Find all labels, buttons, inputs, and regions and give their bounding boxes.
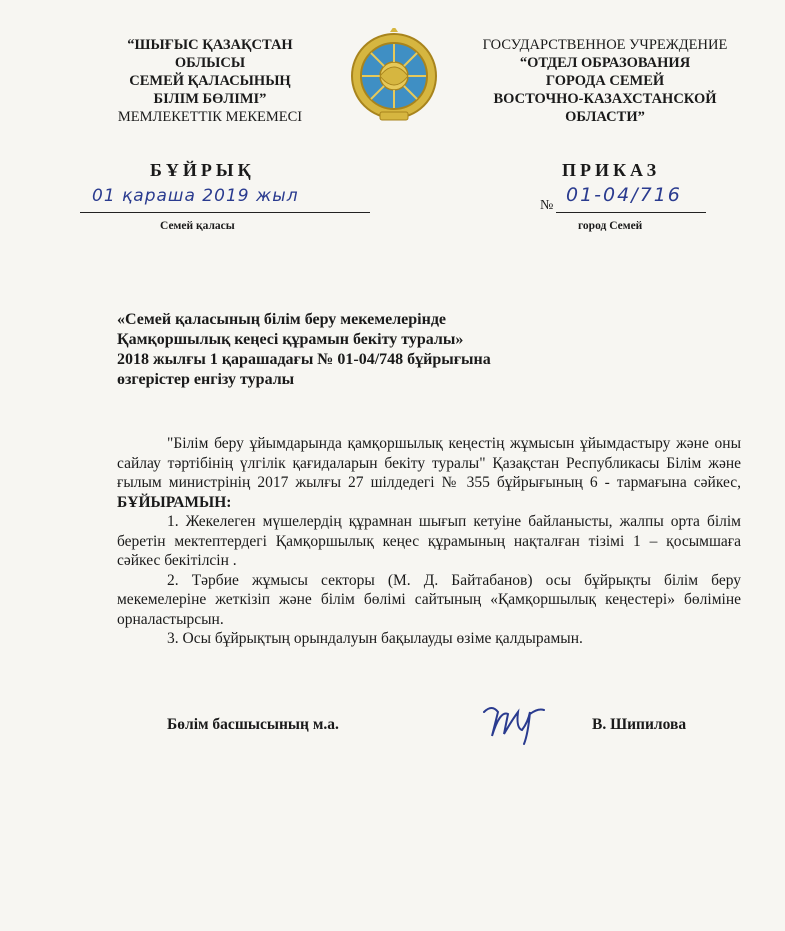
subject-line: «Семей қаласының білім беру мекемелерінде — [117, 311, 447, 328]
handwritten-date: 01 қараша 2019 жыл — [92, 186, 299, 206]
body-item: 3. Осы бұйрықтың орындалуын бақылауды өзіме қалдырамын. — [167, 630, 583, 647]
subject-line: өзгерістер енгізу туралы — [117, 371, 295, 388]
order-body — [117, 434, 741, 649]
order-title-ru: ПРИКАЗ — [562, 160, 661, 180]
signature-name: В. Шипилова — [592, 716, 687, 733]
header-right — [470, 36, 740, 126]
city-kz: Семей қаласы — [160, 220, 235, 232]
kazakhstan-emblem-icon — [350, 28, 438, 124]
handwritten-number: 01-04/716 — [566, 184, 682, 206]
subject-line: Қамқоршылық кеңесі құрамын бекіту туралы» — [117, 331, 464, 348]
order-title-kz: БҰЙРЫҚ — [150, 160, 255, 180]
header-left — [85, 36, 335, 126]
signature-role: Бөлім басшысының м.а. — [167, 716, 339, 733]
header-left-line: МЕМЛЕКЕТТІК МЕКЕМЕСІ — [117, 109, 303, 125]
header-left-line: “ШЫҒЫС ҚАЗАҚСТАН — [127, 37, 293, 53]
intro-text: "Білім беру ұйымдарында қамқоршылық кеңестің жұмысын ұйымдастыру және оны сайлау тәртібінің үлгілік қағидаларын бекіту туралы" Қазақстан Республикасы Білім және ғылым министрінің 2017 жылғы 27 шілдедегі № 355 бұйрығының 6 - тармағына сәйкес, — [117, 435, 741, 491]
header-right-line: ГОСУДАРСТВЕННОЕ УЧРЕЖДЕНИЕ — [482, 37, 728, 53]
header-right-line: “ОТДЕЛ ОБРАЗОВАНИЯ — [519, 55, 691, 71]
subject-line: 2018 жылғы 1 қарашадағы № 01-04/748 бұйрығына — [117, 351, 491, 368]
header-left-line: БІЛІМ БӨЛІМІ” — [153, 91, 267, 107]
body-item: 2. Тәрбие жұмысы секторы (М. Д. Байтабанов) осы бұйрықты білім беру мекемелеріне жеткізіп және білім бөлімі сайтының «Қамқоршылық кеңестері» бөліміне орналастырсын. — [117, 571, 741, 628]
header-left-line: ОБЛЫСЫ — [174, 55, 246, 71]
body-item: 1. Жекелеген мүшелердің құрамнан шығып кетуіне байланысты, жалпы орта білім беретін мектептердегі Қамқоршылық кеңес құрамының нақталған тізімі 1 – қосымшаға сәйкес бекітілсін . — [117, 513, 741, 569]
number-label: № — [540, 198, 554, 213]
body-intro — [117, 434, 741, 512]
handwritten-signature — [478, 700, 548, 746]
header-right-line: ОБЛАСТИ” — [565, 109, 645, 125]
city-ru: город Семей — [578, 220, 643, 232]
header-right-line: ВОСТОЧНО-КАЗАХСТАНСКОЙ — [493, 91, 717, 107]
header-right-line: ГОРОДА СЕМЕЙ — [545, 73, 665, 89]
order-subject — [117, 310, 577, 390]
header-left-line: СЕМЕЙ ҚАЛАСЫНЫҢ — [129, 73, 291, 89]
intro-bold: БҰЙЫРАМЫН: — [117, 493, 232, 511]
